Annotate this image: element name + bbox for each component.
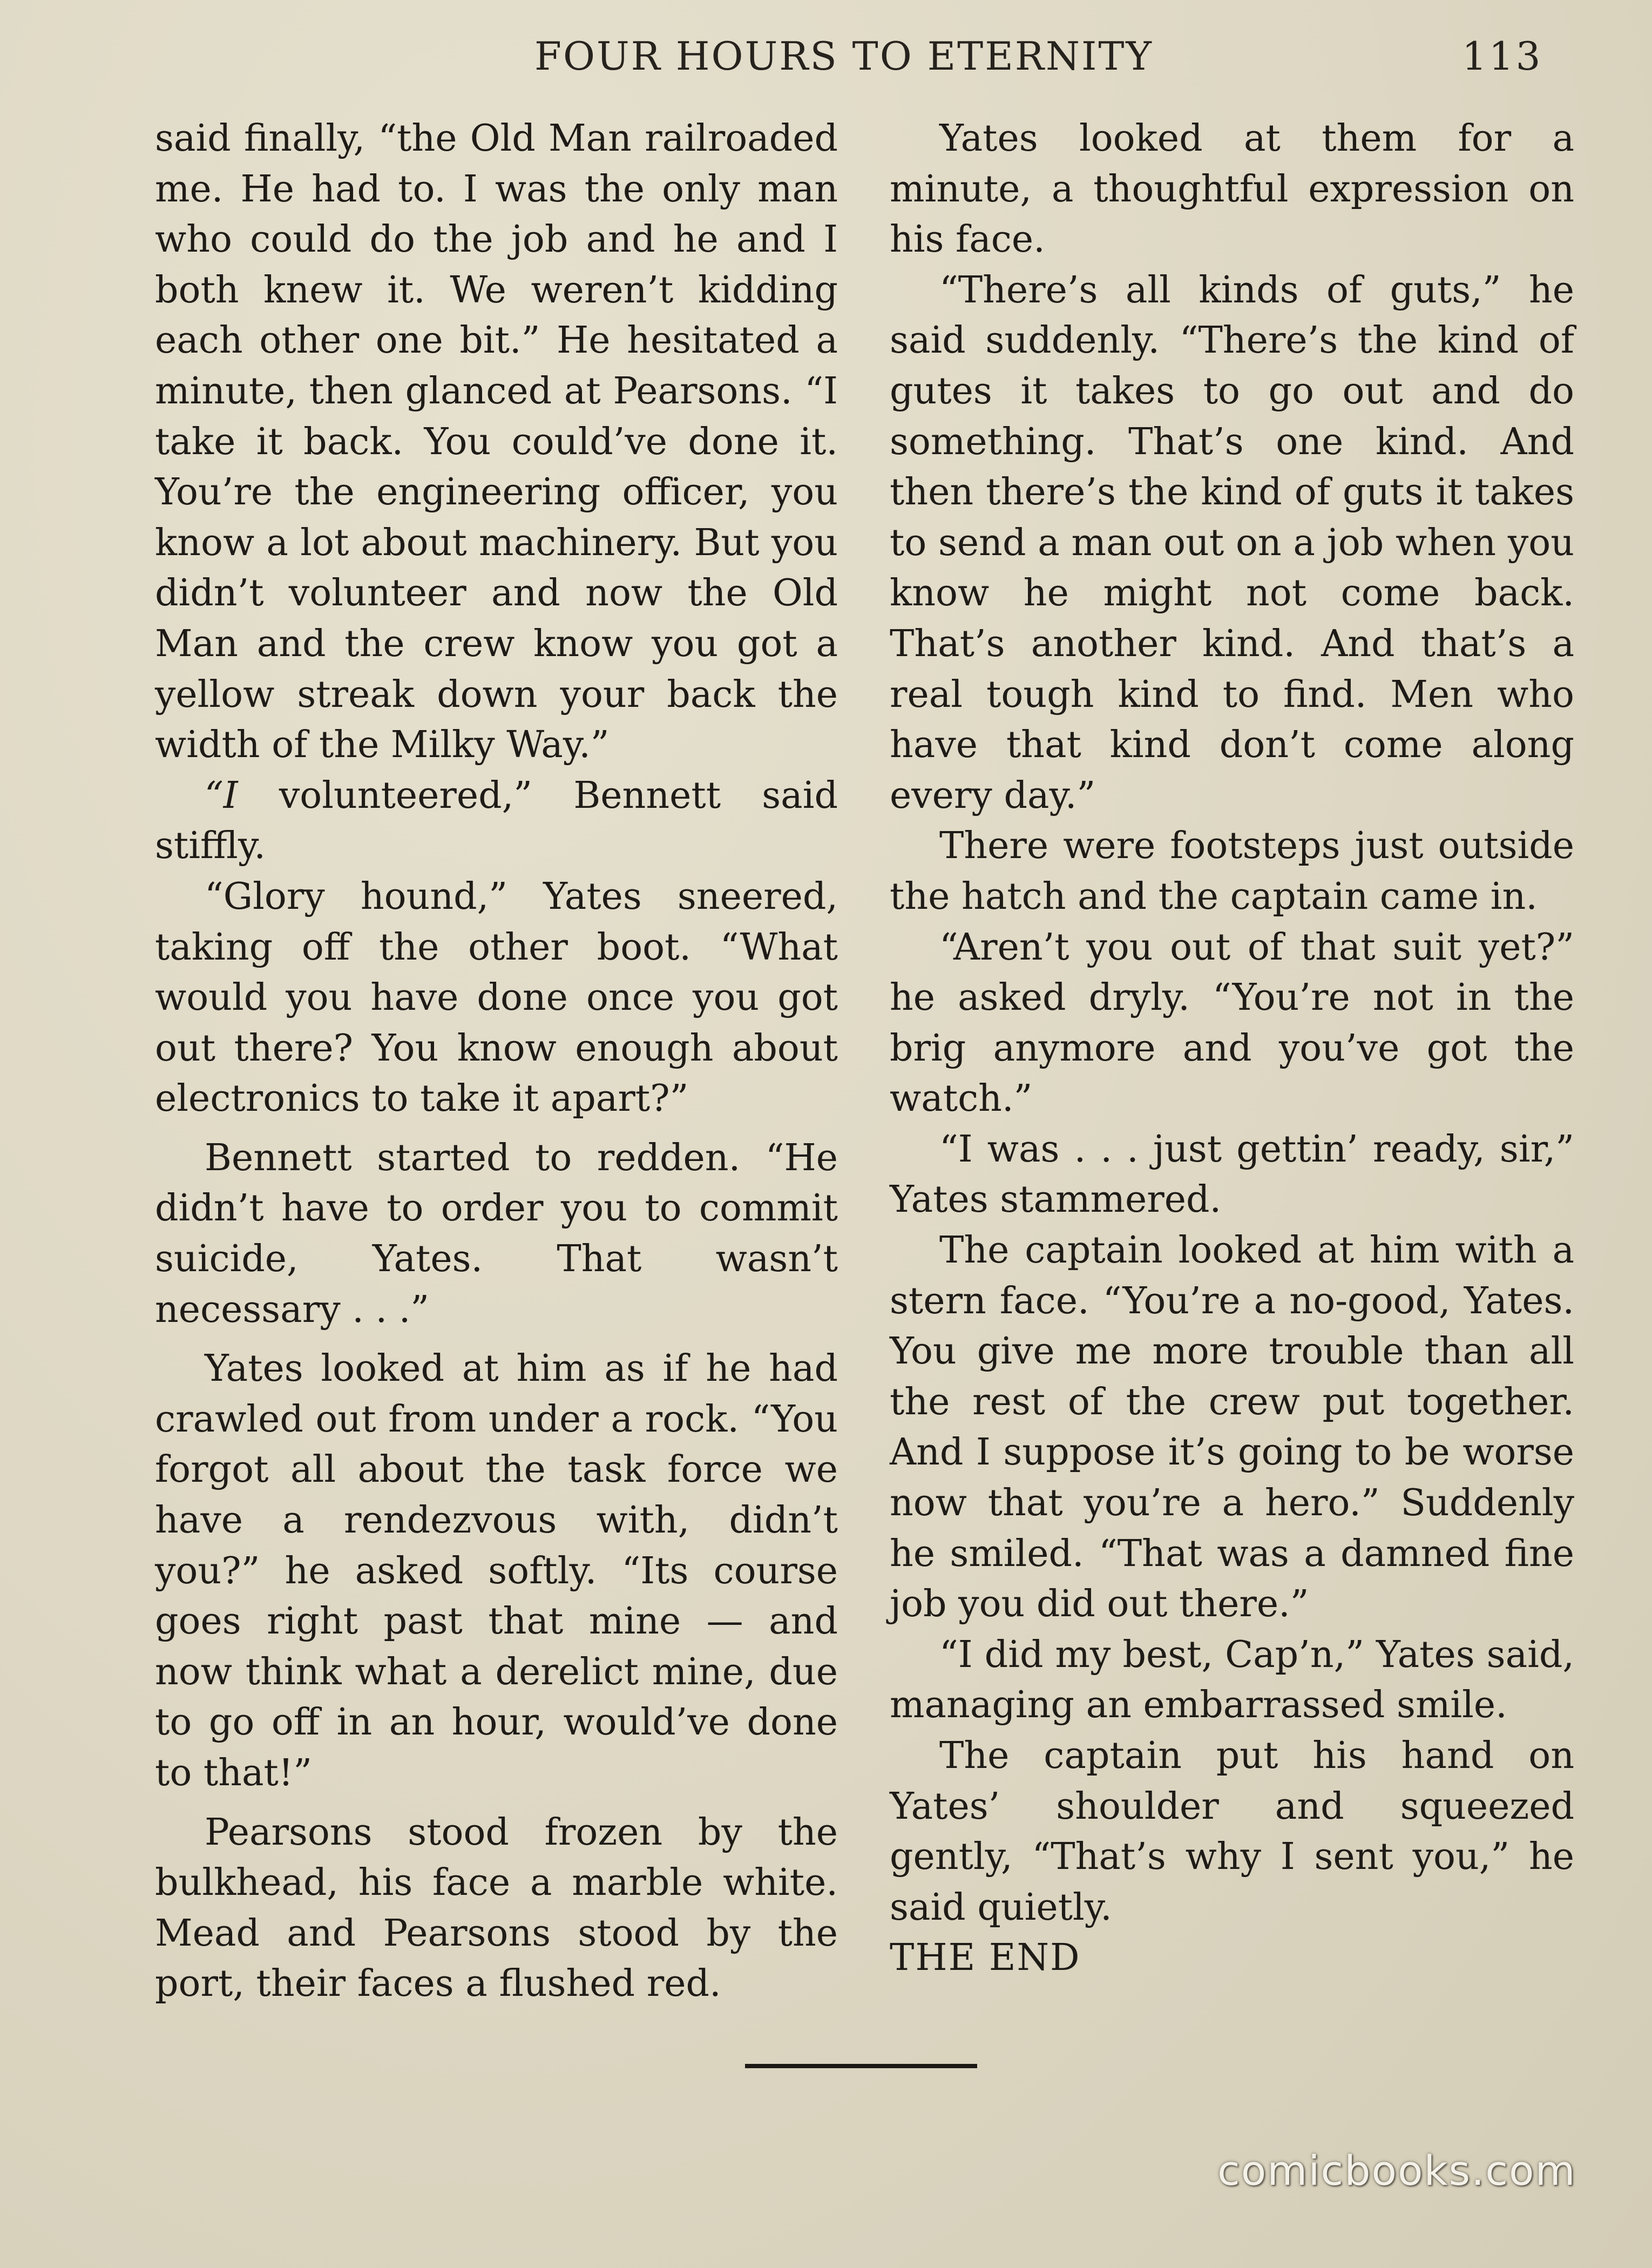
paragraph: There were footsteps just outside the hatch and the captain came in. xyxy=(890,825,1574,918)
paragraph xyxy=(155,771,838,872)
paragraph-text: volunteered,” Bennett said stiffly. xyxy=(155,774,838,868)
paragraph: “I was . . . just gettin’ ready, sir,” Yates stammered. xyxy=(890,1128,1574,1221)
paragraph: “Aren’t you out of that suit yet?” he asked dryly. “You’re not in the brig anymore and you’ve got the watch.” xyxy=(890,926,1574,1120)
paragraph: The captain looked at him with a stern face. “You’re a no-good, Yates. You give me more trouble than all the rest of the crew put together. And I suppose it’s going to be worse now that you’re a hero.” Suddenly he smiled. “That was a damned fine job you did out there.” xyxy=(890,1229,1574,1626)
paragraph: Yates looked at them for a minute, a thoughtful expression on his face. xyxy=(890,117,1574,261)
paragraph: Pearsons stood frozen by the bulkhead, his face a marble white. Mead and Pearsons stood by the port, their faces a flushed red. xyxy=(155,1811,838,2006)
emphasis: “I xyxy=(205,774,238,817)
paragraph: “There’s all kinds of guts,” he said suddenly. “There’s the kind of gutes it takes to go out and do something. That’s one kind. And then there’s the kind of guts it takes to send a man out on a job when you know he might not come back. That’s another kind. And that’s a real tough kind to find. Men who have that kind don’t come along every day.” xyxy=(890,268,1574,817)
paragraph: “I did my best, Cap’n,” Yates said, managing an embarrassed smile. xyxy=(890,1633,1574,1727)
left-column xyxy=(155,113,838,2009)
paragraph: Yates looked at him as if he had crawled out from under a rock. “You forgot all about the task force we have a rendezvous with, didn’t you?” he asked softly. “Its course goes right past that mine — and now think what a derelict mine, due to go off in an hour, would’ve done to that!” xyxy=(155,1347,838,1794)
paragraph: The captain put his hand on Yates’ shoulder and squeezed gently, “That’s why I sent you,” he said quietly. xyxy=(890,1734,1574,1929)
page-header xyxy=(0,33,1652,87)
paragraph: said finally, “the Old Man railroaded me. He had to. I was the only man who could do the job and he and I both knew it. We weren’t kidding each other one bit.” He hesitated a minute, then glanced at Pearsons. “I take it back. You could’ve done it. You’re the engineering officer, you know a lot about machinery. But you didn’t volunteer and now the Old Man and the crew know you got a yellow streak down your back the width of the Milky Way.” xyxy=(155,117,838,767)
end-rule-divider xyxy=(745,2064,977,2068)
page-number: 113 xyxy=(1462,33,1543,79)
the-end-label: THE END xyxy=(890,1936,1081,1980)
paragraph: Bennett started to redden. “He didn’t have to order you to commit suicide, Yates. That wasn’t necessary . . .” xyxy=(155,1136,838,1331)
running-title: FOUR HOURS TO ETERNITY xyxy=(534,33,1153,79)
right-column xyxy=(890,113,1574,1983)
watermark-logo: comicbooks.com xyxy=(1217,2146,1576,2195)
paragraph: “Glory hound,” Yates sneered, taking off the other boot. “What would you have done once you got out there? You know enough about electronics to take it apart?” xyxy=(155,875,838,1120)
